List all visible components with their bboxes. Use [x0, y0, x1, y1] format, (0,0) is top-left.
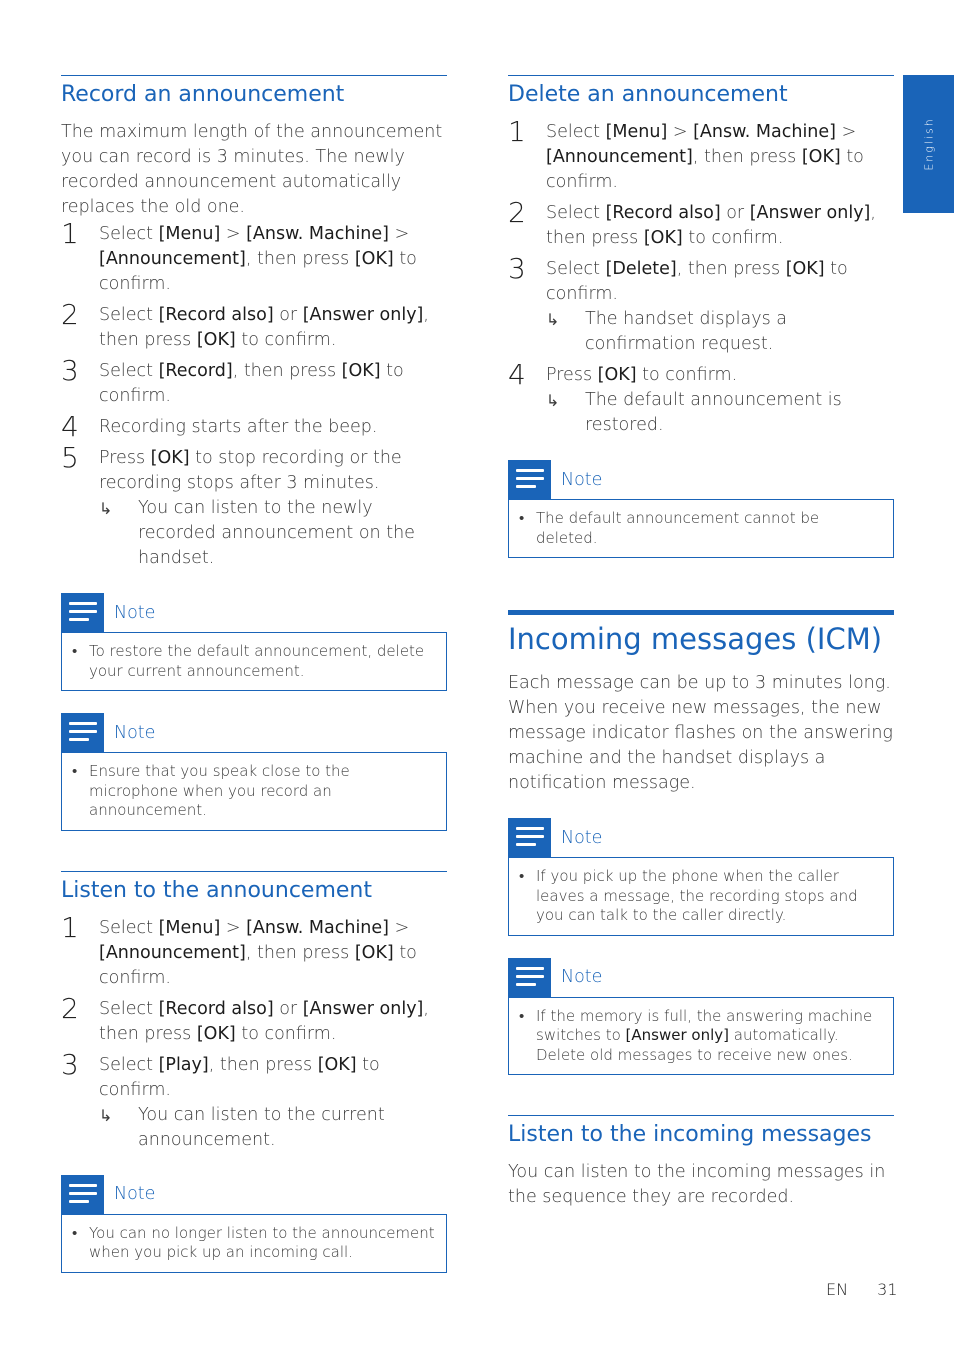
incoming-messages-intro: Each message can be up to 3 minutes long. When you receive new messages, the new message indicator flashes on the answering machine and the handset displays a notification message.: [508, 673, 893, 793]
result-arrow-icon: ↳: [546, 310, 560, 329]
note-label: Note: [561, 827, 603, 848]
step-result: [546, 388, 894, 438]
note-text: You can no longer listen to the announcement when you pick up an incoming call.: [89, 1223, 435, 1261]
note-restore-default: Note • To restore the default announcement, delete your current announcement.: [61, 593, 447, 691]
listen-incoming-intro: You can listen to the incoming messages in the sequence they are recorded.: [508, 1162, 886, 1207]
note-cannot-delete: Note • The default announcement cannot be deleted.: [508, 460, 894, 558]
step-number: 2: [61, 298, 79, 331]
note-text: If you pick up the phone when the caller leaves a message, the recording stops and you can talk to the caller directly.: [536, 867, 858, 924]
step-number: 2: [61, 991, 79, 1025]
delete-steps: [508, 115, 894, 438]
result-arrow-icon: ↳: [546, 391, 560, 410]
result-text: The handset displays a confirmation request.: [585, 309, 787, 354]
step-text: Recording starts after the beep.: [99, 417, 378, 437]
note-icon: [61, 593, 104, 632]
record-announcement-intro: The maximum length of the announcement you can record is 3 minutes. The newly recorded announcement automatically replaces the old one.: [61, 122, 443, 217]
step-item: [508, 196, 894, 251]
note-icon: [61, 1175, 104, 1214]
result-arrow-icon: ↳: [99, 499, 113, 518]
step-item: [61, 991, 447, 1047]
delete-announcement-heading: Delete an announcement: [508, 75, 894, 110]
step-text: Press [OK] to stop recording or the recording stops after 3 minutes.: [99, 448, 402, 493]
step-number: 3: [61, 1047, 79, 1081]
page-number: 31: [877, 1280, 898, 1299]
result-text: You can listen to the newly recorded announcement on the handset.: [138, 498, 415, 568]
note-text: If the memory is full, the answering machine switches to [Answer only] automatically. Delete old messages to receive new ones.: [536, 1006, 873, 1064]
result-text: You can listen to the current announcement.: [138, 1104, 385, 1150]
note-pick-up-phone: Note • If you pick up the phone when the caller leaves a message, the recording stops and you can talk to the caller directly.: [508, 818, 894, 936]
result-text: The default announcement is restored.: [585, 390, 842, 435]
step-text: Select [Play], then press [OK] to confirm.: [99, 1054, 380, 1100]
step-result: [99, 1103, 447, 1153]
note-label: Note: [114, 1184, 156, 1204]
step-number: 5: [61, 441, 79, 474]
step-result: [99, 496, 447, 571]
step-text: Select [Record also] or [Answer only], then press [OK] to confirm.: [546, 203, 876, 248]
step-number: 4: [508, 358, 526, 391]
step-item: [61, 410, 447, 443]
step-number: 1: [508, 115, 526, 148]
left-column: [61, 75, 447, 1273]
note-text: To restore the default announcement, delete your current announcement.: [89, 642, 425, 680]
listen-announcement-heading: Listen to the announcement: [61, 871, 447, 906]
step-number: 1: [61, 910, 79, 944]
note-speak-close: Note • Ensure that you speak close to the microphone when you record an announcement.: [61, 713, 447, 831]
note-label: Note: [561, 469, 603, 490]
record-announcement-heading: Record an announcement: [61, 75, 447, 110]
step-number: 2: [508, 196, 526, 229]
step-item: [61, 1047, 447, 1153]
note-icon: [61, 713, 104, 752]
note-icon: [508, 818, 551, 857]
note-text: Ensure that you speak close to the microphone when you record an announcement.: [89, 762, 350, 819]
language-tab: [903, 75, 954, 213]
step-item: [61, 441, 447, 571]
step-item: [61, 354, 447, 409]
step-text: Select [Record], then press [OK] to confirm.: [99, 361, 404, 406]
note-label: Note: [114, 722, 156, 743]
step-item: [61, 910, 447, 991]
step-item: [508, 358, 894, 438]
step-item: [61, 217, 447, 297]
step-text: Select [Menu] > [Answ. Machine] > [Announcement], then press [OK] to confirm.: [99, 917, 417, 988]
step-text: Select [Delete], then press [OK] to confirm.: [546, 259, 848, 304]
step-item: [508, 252, 894, 357]
record-steps: [61, 217, 447, 571]
note-label: Note: [561, 967, 603, 987]
step-number: 4: [61, 410, 79, 443]
listen-incoming-heading: Listen to the incoming messages: [508, 1115, 894, 1150]
note-no-longer-listen: Note • You can no longer listen to the announcement when you pick up an incoming call.: [61, 1175, 447, 1273]
note-icon: [508, 460, 551, 499]
note-text: The default announcement cannot be deleted.: [536, 509, 820, 547]
incoming-messages-heading: Incoming messages (ICM): [508, 610, 894, 657]
step-item: [508, 115, 894, 195]
language-tab-label: English: [922, 117, 935, 171]
step-number: 3: [508, 252, 526, 285]
note-memory-full: Note • If the memory is full, the answering machine switches to [Answer only] automatically. Delete old messages to receive new ones.: [508, 958, 894, 1076]
result-arrow-icon: ↳: [99, 1105, 113, 1125]
page-footer: [826, 1280, 898, 1299]
step-result: [546, 307, 894, 357]
step-text: Select [Record also] or [Answer only], then press [OK] to confirm.: [99, 998, 429, 1044]
step-item: [61, 298, 447, 353]
step-number: 1: [61, 217, 79, 250]
note-label: Note: [114, 602, 156, 623]
step-text: Select [Record also] or [Answer only], then press [OK] to confirm.: [99, 305, 429, 350]
step-text: Select [Menu] > [Answ. Machine] > [Announcement], then press [OK] to confirm.: [546, 122, 864, 192]
right-column: [508, 75, 894, 1212]
step-number: 3: [61, 354, 79, 387]
listen-steps: [61, 910, 447, 1153]
step-text: Press [OK] to confirm.: [546, 365, 738, 385]
note-icon: [508, 958, 551, 997]
step-text: Select [Menu] > [Answ. Machine] > [Announcement], then press [OK] to confirm.: [99, 224, 417, 294]
footer-language: EN: [826, 1280, 849, 1299]
